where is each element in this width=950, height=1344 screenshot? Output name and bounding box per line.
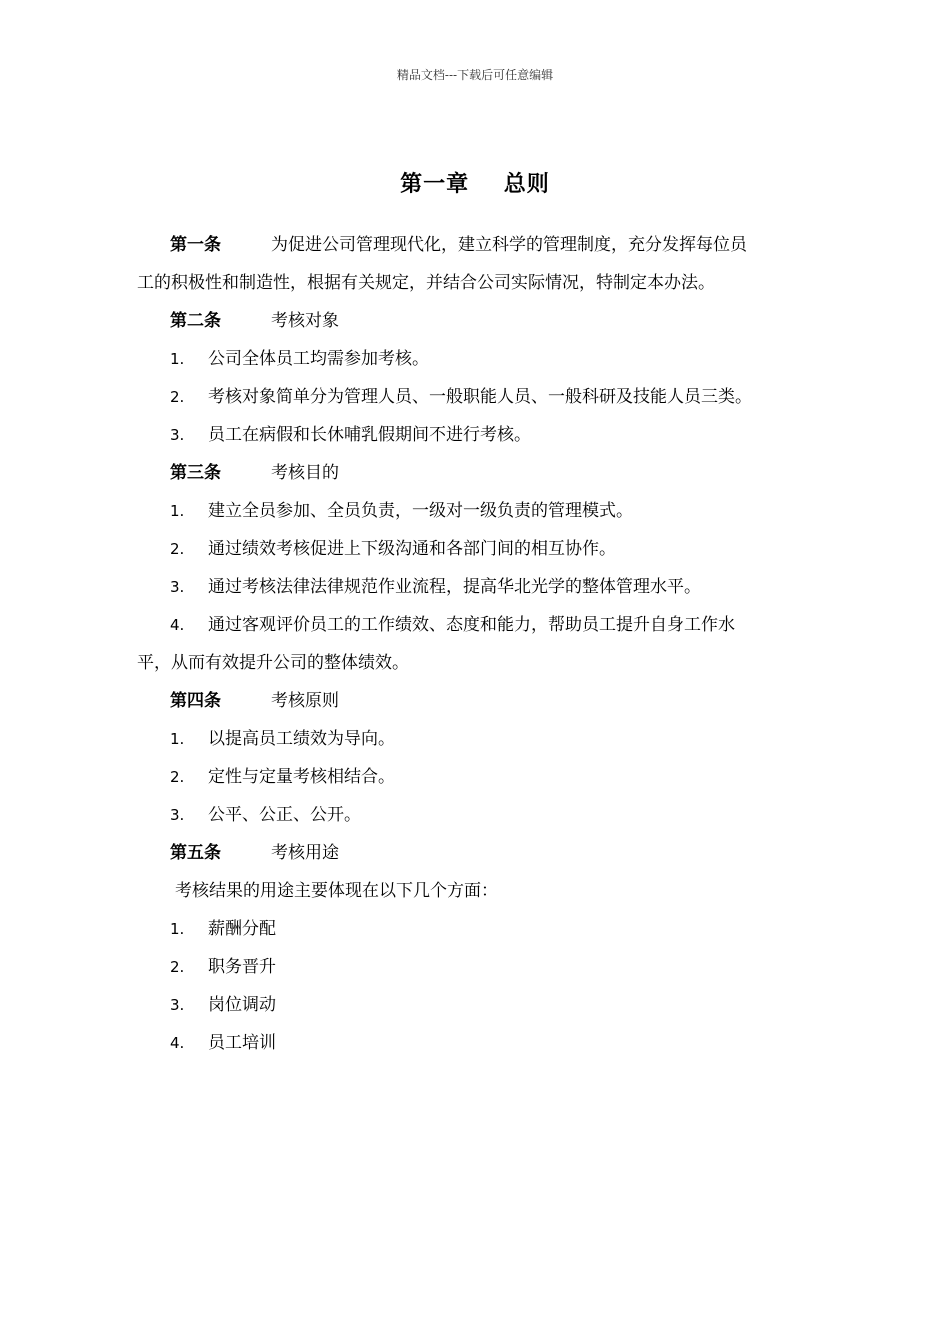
article-4-number: 第四条 <box>170 691 221 711</box>
list-item-number: 1. <box>170 730 185 748</box>
list-item <box>137 416 827 454</box>
list-item <box>137 910 827 948</box>
list-item <box>137 796 827 834</box>
list-item-number: 3. <box>170 996 185 1014</box>
list-item-text: 考核对象简单分为管理人员、一般职能人员、一般科研及技能人员三类。 <box>208 387 752 407</box>
document-body <box>137 226 827 1062</box>
article-3-title: 考核目的 <box>271 463 339 483</box>
article-2-number: 第二条 <box>170 311 221 331</box>
list-item <box>137 948 827 986</box>
list-item <box>137 758 827 796</box>
article-5-title: 考核用途 <box>271 843 339 863</box>
list-item-text: 薪酬分配 <box>208 919 276 939</box>
list-item-number: 3. <box>170 426 185 444</box>
list-item-text: 公平、公正、公开。 <box>208 805 361 825</box>
list-item-number: 2. <box>170 388 185 406</box>
article-2-heading <box>137 302 827 340</box>
list-item-number: 2. <box>170 540 185 558</box>
article-4-title: 考核原则 <box>271 691 339 711</box>
list-item <box>137 1024 827 1062</box>
list-item-text: 职务晋升 <box>208 957 276 977</box>
article-5-number: 第五条 <box>170 843 221 863</box>
list-item <box>137 606 827 644</box>
list-item <box>137 492 827 530</box>
list-item-number: 4. <box>170 616 185 634</box>
list-item <box>137 986 827 1024</box>
list-item-number: 1. <box>170 920 185 938</box>
chapter-title: 第一章 总则 <box>400 172 550 197</box>
article-3-heading <box>137 454 827 492</box>
list-item-text: 建立全员参加、全员负责，一级对一级负责的管理模式。 <box>208 501 633 521</box>
list-item-number: 2. <box>170 958 185 976</box>
list-item-text: 岗位调动 <box>208 995 276 1015</box>
article-1-line-2: 工的积极性和制造性，根据有关规定，并结合公司实际情况，特制定本办法。 <box>137 273 715 293</box>
list-item-number: 3. <box>170 578 185 596</box>
list-item-continuation: 平，从而有效提升公司的整体绩效。 <box>137 653 409 673</box>
list-item <box>137 530 827 568</box>
list-item-text: 定性与定量考核相结合。 <box>208 767 395 787</box>
list-item <box>137 378 827 416</box>
article-5-heading <box>137 834 827 872</box>
list-item-text: 员工培训 <box>208 1033 276 1053</box>
article-1-text-line-1: 为促进公司管理现代化，建立科学的管理制度，充分发挥每位员 <box>271 235 747 255</box>
list-item-number: 2. <box>170 768 185 786</box>
list-item-number: 3. <box>170 806 185 824</box>
list-item-text: 员工在病假和长休哺乳假期间不进行考核。 <box>208 425 531 445</box>
list-item <box>137 340 827 378</box>
list-item-number: 4. <box>170 1034 185 1052</box>
article-4-heading <box>137 682 827 720</box>
article-1-number: 第一条 <box>170 235 221 255</box>
list-item <box>137 568 827 606</box>
page-header: 精品文档---下载后可任意编辑 <box>396 68 554 82</box>
list-item-number: 1. <box>170 502 185 520</box>
list-item-text: 公司全体员工均需参加考核。 <box>208 349 429 369</box>
list-item-text: 通过考核法律法律规范作业流程，提高华北光学的整体管理水平。 <box>208 577 701 597</box>
list-item-text: 通过客观评价员工的工作绩效、态度和能力，帮助员工提升自身工作水 <box>208 615 735 635</box>
list-item <box>137 720 827 758</box>
list-item-text: 以提高员工绩效为导向。 <box>208 729 395 749</box>
list-item-text: 通过绩效考核促进上下级沟通和各部门间的相互协作。 <box>208 539 616 559</box>
article-1-line-1 <box>137 226 827 264</box>
article-5-intro: 考核结果的用途主要体现在以下几个方面： <box>175 881 498 901</box>
article-2-title: 考核对象 <box>271 311 339 331</box>
list-item-number: 1. <box>170 350 185 368</box>
article-3-number: 第三条 <box>170 463 221 483</box>
